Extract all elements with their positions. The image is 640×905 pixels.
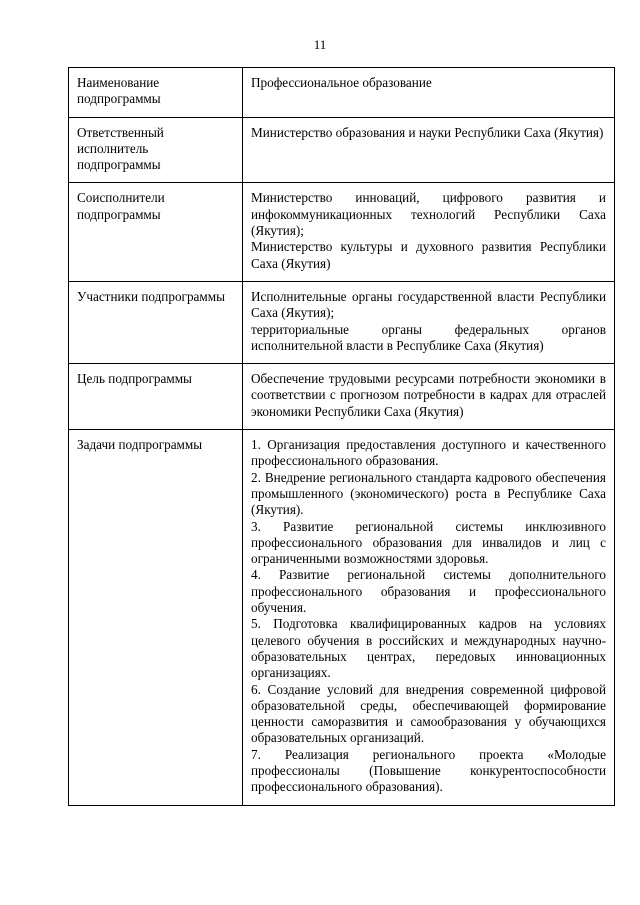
table-row-tasks [69,430,615,806]
task-item: 7. Реализация регионального проекта «Молодые профессионалы (Повышение конкурентоспособности профессионального образования). [251,746,606,795]
task-item: 2. Внедрение регионального стандарта кадрового обеспечения промышленного (экономического) роста в Республике Саха (Якутия). [251,469,606,518]
value-paragraph: Министерство инноваций, цифрового развития и инфокоммуникационных технологий Республики Саха (Якутия); [251,190,606,239]
row-value [243,117,615,183]
row-label: Цель подпрограммы [69,364,243,430]
value-paragraph: Министерство образования и науки Республики Саха (Якутия) [251,124,604,140]
row-value [243,183,615,281]
task-item: 5. Подготовка квалифицированных кадров на условиях целевого обучения в российских и международных научно-образовательных центрах, передовых инновационных организациях. [251,616,606,681]
row-value [243,430,615,806]
row-label: Соисполнители подпрограммы [69,183,243,281]
table-row-goal [69,364,615,430]
value-paragraph: территориальные органы федеральных органов исполнительной власти в Республике Саха (Якутия) [251,321,606,353]
table-row-participants [69,281,615,363]
row-label: Задачи подпрограммы [69,430,243,806]
row-label: Наименование подпрограммы [69,68,243,118]
row-value [243,364,615,430]
row-label: Ответственный исполнитель подпрограммы [69,117,243,183]
value-paragraph: Исполнительные органы государственной власти Республики Саха (Якутия); [251,288,606,321]
page-number: 11 [313,37,327,52]
value-paragraph: Министерство культуры и духовного развития Республики Саха (Якутия) [251,239,606,271]
task-item: 4. Развитие региональной системы дополнительного профессионального образования и профессионального обучения. [251,567,606,616]
task-item: 6. Создание условий для внедрения современной цифровой образовательной среды, обеспечивающей формирование ценности саморазвития и самообразования у обучающихся образовательных организаций. [251,681,606,746]
task-item: 3. Развитие региональной системы инклюзивного профессионального образования для инвалидов и лиц с ограниченными возможностями здоровья. [251,518,606,567]
task-item: 1. Организация предоставления доступного и качественного профессионального образования. [251,437,606,469]
table-row-responsible [69,117,615,183]
table-row-co-executors [69,183,615,281]
row-value [243,281,615,363]
value-paragraph: Профессиональное образование [251,75,432,90]
subprogram-passport-table [68,67,615,806]
value-paragraph: Обеспечение трудовыми ресурсами потребности экономики в соответствии с прогнозом потребности в кадрах для отраслей экономики Республики Саха (Якутия) [251,371,606,419]
row-label: Участники подпрограммы [69,281,243,363]
table-row-name [69,68,615,118]
row-value [243,68,615,118]
